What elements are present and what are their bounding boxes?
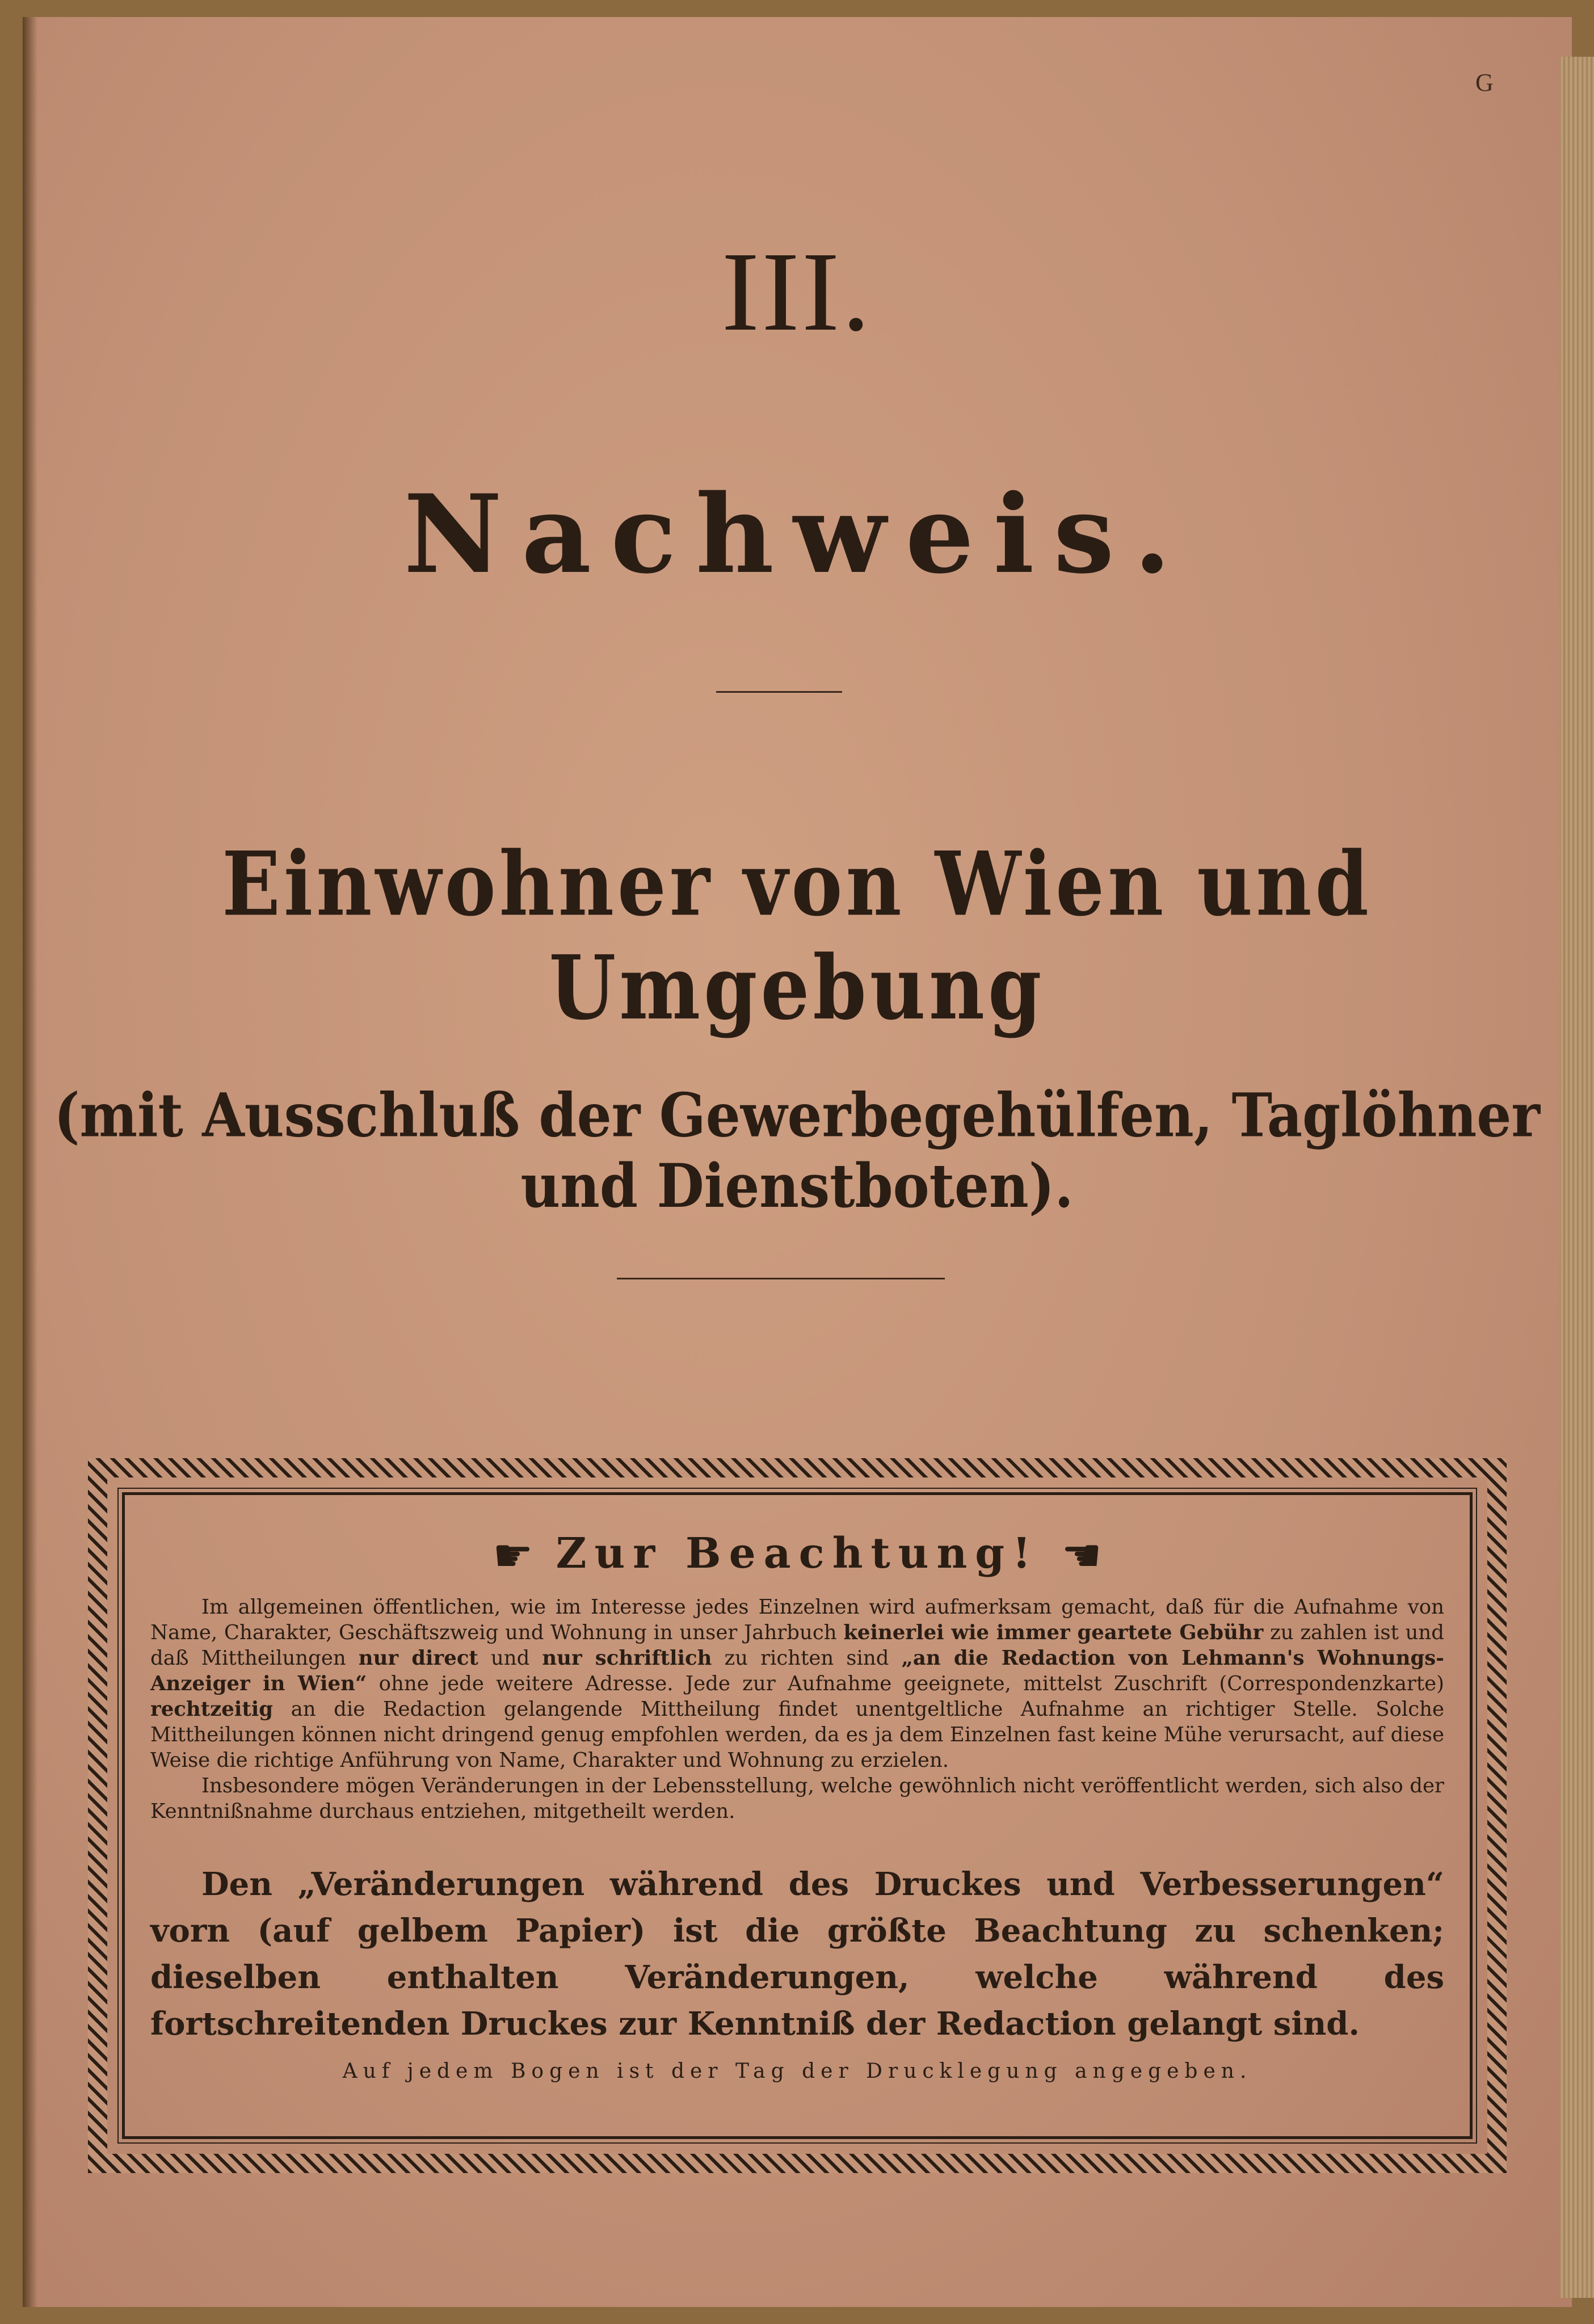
text-run: Im allgemeinen öffentlichen, wie im Interesse jedes Einzelnen wird aufmerksam gemacht, daß für die Aufnahme von Name, Charakter, Geschäftszweig und Wohnung in unser Jahrbuch [150, 1595, 1444, 1644]
pointing-hand-left-icon: ☚ [1061, 1529, 1102, 1582]
text-run: zu richten sind [712, 1647, 902, 1670]
emphasis-run: keinerlei wie immer geartete Gebühr [843, 1621, 1264, 1644]
divider-rule [716, 691, 842, 693]
notice-box [88, 1458, 1507, 2173]
text-run: ohne jede weitere Adresse. Jede zur Aufnahme geeignete, mittelst Zuschrift (Correspondenzkarte) [367, 1672, 1444, 1695]
notice-title-text: Zur Beachtung! [556, 1529, 1039, 1578]
text-run: und [478, 1647, 542, 1670]
text-run: zu zahlen ist und daß Mittheilungen [150, 1621, 1444, 1670]
notice-title [88, 1529, 1507, 1582]
emphasis-run: nur schriftlich [542, 1647, 712, 1670]
notice-body [150, 1594, 1444, 1824]
page-subtitle: Einwohner von Wien und Umgebung [222, 832, 1372, 1039]
signature-mark: G [1475, 69, 1494, 96]
notice-paragraph-1 [150, 1594, 1444, 1773]
pointing-hand-right-icon: ☛ [493, 1529, 533, 1582]
emphasis-run: nur direct [358, 1647, 478, 1670]
section-number: III. [721, 229, 873, 355]
notice-footer: Auf jedem Bogen ist der Tag der Drucklegung angegeben. [342, 2060, 1252, 2083]
emphasis-run: „an die Redaction von Lehmann's Wohnungs-Anzeiger in Wien“ [150, 1647, 1444, 1695]
page-heading: Nachweis. [403, 471, 1191, 597]
notice-paragraph-2: Insbesondere mögen Veränderungen in der Lebensstellung, welche gewöhnlich nicht veröffentlicht werden, sich also der Kenntnißnahme durchaus entziehen, mitgetheilt werden. [150, 1774, 1444, 1823]
notice-emphasis: Den „Veränderungen während des Druckes und Verbesserungen“ vorn (auf gelbem Papier) ist die größte Beachtung zu schenken; dieselben enthalten Veränderungen, welche während des fortschreitenden Druckes zur Kenntniß der Redaction gelangt sind. [150, 1866, 1444, 2043]
text-run: an die Redaction gelangende Mittheilung findet unentgeltliche Aufnahme an richtiger Stelle. Solche Mittheilungen können nicht dringend genug empfohlen werden, da es ja dem Einzelnen fast keine Mühe verursacht, auf diese Weise die richtige Anführung von Name, Charakter und Wohnung zu erzielen. [150, 1698, 1444, 1772]
emphasis-run: rechtzeitig [150, 1698, 274, 1721]
parenthetical-note: (mit Ausschluß der Gewerbegehülfen, Taglöhner und Dienstboten). [54, 1080, 1540, 1222]
divider-rule [617, 1278, 945, 1279]
